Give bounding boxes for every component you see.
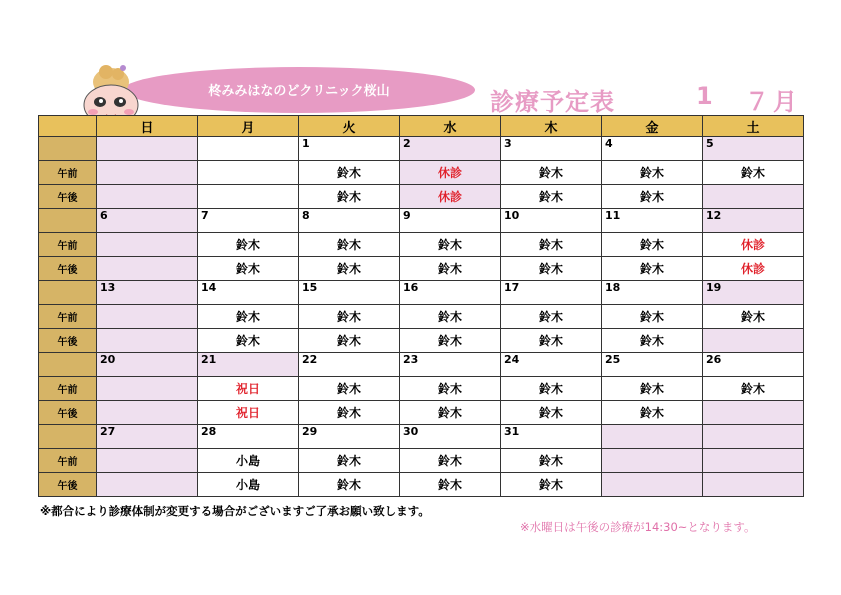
schedule-cell: 鈴木 xyxy=(501,473,602,497)
schedule-cell: 休診 xyxy=(703,233,804,257)
date-number: 22 xyxy=(299,353,400,377)
afternoon-label: 午後 xyxy=(39,329,97,353)
schedule-cell: 鈴木 xyxy=(400,449,501,473)
schedule-cell: 休診 xyxy=(400,185,501,209)
side-label-blank xyxy=(39,353,97,377)
schedule-cell xyxy=(703,185,804,209)
schedule-cell: 鈴木 xyxy=(198,233,299,257)
date-number: 9 xyxy=(400,209,501,233)
date-number: 1 xyxy=(299,137,400,161)
afternoon-row xyxy=(39,185,804,209)
morning-row xyxy=(39,161,804,185)
schedule-cell: 鈴木 xyxy=(198,257,299,281)
date-number: 31 xyxy=(501,425,602,449)
side-label-blank xyxy=(39,137,97,161)
schedule-cell: 鈴木 xyxy=(299,377,400,401)
date-number: 3 xyxy=(501,137,602,161)
weekday-header: 日 xyxy=(97,116,198,137)
schedule-table xyxy=(38,115,804,497)
date-number: 25 xyxy=(602,353,703,377)
afternoon-row xyxy=(39,329,804,353)
date-number xyxy=(602,425,703,449)
date-row xyxy=(39,353,804,377)
schedule-cell xyxy=(97,233,198,257)
schedule-cell: 鈴木 xyxy=(703,377,804,401)
schedule-cell xyxy=(703,473,804,497)
date-number: 27 xyxy=(97,425,198,449)
date-number: 30 xyxy=(400,425,501,449)
date-number: 7 xyxy=(198,209,299,233)
morning-label: 午前 xyxy=(39,377,97,401)
schedule-cell: 祝日 xyxy=(198,377,299,401)
morning-row xyxy=(39,377,804,401)
date-number: 13 xyxy=(97,281,198,305)
date-row xyxy=(39,425,804,449)
date-number: 28 xyxy=(198,425,299,449)
header xyxy=(0,0,841,115)
morning-row xyxy=(39,305,804,329)
schedule-cell: 鈴木 xyxy=(602,257,703,281)
schedule-cell: 鈴木 xyxy=(703,305,804,329)
schedule-cell xyxy=(97,401,198,425)
schedule-cell: 祝日 xyxy=(198,401,299,425)
schedule-cell: 鈴木 xyxy=(602,401,703,425)
date-number: 15 xyxy=(299,281,400,305)
schedule-cell: 鈴木 xyxy=(299,449,400,473)
schedule-cell xyxy=(97,257,198,281)
schedule-cell: 鈴木 xyxy=(703,161,804,185)
schedule-cell xyxy=(703,449,804,473)
date-number: 14 xyxy=(198,281,299,305)
weekday-header: 金 xyxy=(602,116,703,137)
schedule-cell: 鈴木 xyxy=(299,329,400,353)
date-number: 23 xyxy=(400,353,501,377)
schedule-cell xyxy=(703,329,804,353)
date-number: 6 xyxy=(97,209,198,233)
weekday-header: 水 xyxy=(400,116,501,137)
schedule-cell: 休診 xyxy=(400,161,501,185)
date-number: 2 xyxy=(400,137,501,161)
schedule-cell: 鈴木 xyxy=(602,185,703,209)
schedule-cell: 鈴木 xyxy=(198,305,299,329)
schedule-cell xyxy=(703,401,804,425)
afternoon-row xyxy=(39,401,804,425)
side-label-blank xyxy=(39,281,97,305)
date-number: 10 xyxy=(501,209,602,233)
schedule-cell: 鈴木 xyxy=(501,161,602,185)
date-number: 26 xyxy=(703,353,804,377)
schedule-cell xyxy=(97,377,198,401)
date-number xyxy=(97,137,198,161)
wednesday-note: ※水曜日は午後の診療が14:30~となります。 xyxy=(520,520,756,534)
schedule-cell: 鈴木 xyxy=(299,257,400,281)
afternoon-label: 午後 xyxy=(39,401,97,425)
weekday-header: 火 xyxy=(299,116,400,137)
schedule-cell: 鈴木 xyxy=(400,401,501,425)
schedule-cell: 小島 xyxy=(198,449,299,473)
schedule-cell xyxy=(97,161,198,185)
clinic-name: 柊みみはなのどクリニック桜山 xyxy=(208,83,390,99)
afternoon-row xyxy=(39,473,804,497)
schedule-cell: 鈴木 xyxy=(299,305,400,329)
schedule-cell xyxy=(97,305,198,329)
schedule-cell xyxy=(97,185,198,209)
schedule-cell: 小島 xyxy=(198,473,299,497)
schedule-change-note: ※都合により診療体制が変更する場合がございますご了承お願い致します。 xyxy=(40,504,430,518)
weekday-header: 木 xyxy=(501,116,602,137)
schedule-cell xyxy=(602,449,703,473)
afternoon-row xyxy=(39,257,804,281)
clinic-name-banner xyxy=(123,67,475,113)
side-label-blank xyxy=(39,209,97,233)
afternoon-label: 午後 xyxy=(39,185,97,209)
weekday-header: 月 xyxy=(198,116,299,137)
schedule-cell: 休診 xyxy=(703,257,804,281)
afternoon-label: 午後 xyxy=(39,473,97,497)
morning-label: 午前 xyxy=(39,305,97,329)
schedule-cell: 鈴木 xyxy=(299,401,400,425)
schedule-cell: 鈴木 xyxy=(299,233,400,257)
afternoon-label: 午後 xyxy=(39,257,97,281)
morning-label: 午前 xyxy=(39,233,97,257)
morning-row xyxy=(39,449,804,473)
date-number: 16 xyxy=(400,281,501,305)
month-label: ７月 xyxy=(745,88,801,116)
side-label-blank xyxy=(39,425,97,449)
schedule-cell: 鈴木 xyxy=(602,329,703,353)
weekday-header-row xyxy=(39,116,804,137)
morning-label: 午前 xyxy=(39,449,97,473)
date-number: 20 xyxy=(97,353,198,377)
schedule-cell: 鈴木 xyxy=(198,329,299,353)
schedule-cell: 鈴木 xyxy=(602,377,703,401)
date-number: 8 xyxy=(299,209,400,233)
schedule-cell xyxy=(198,185,299,209)
schedule-cell: 鈴木 xyxy=(501,329,602,353)
schedule-cell: 鈴木 xyxy=(501,185,602,209)
schedule-cell: 鈴木 xyxy=(501,401,602,425)
date-number: 11 xyxy=(602,209,703,233)
schedule-cell: 鈴木 xyxy=(400,329,501,353)
date-number: 5 xyxy=(703,137,804,161)
date-number: 24 xyxy=(501,353,602,377)
schedule-cell: 鈴木 xyxy=(400,305,501,329)
schedule-cell: 鈴木 xyxy=(501,233,602,257)
schedule-cell: 鈴木 xyxy=(501,305,602,329)
schedule-cell: 鈴木 xyxy=(501,449,602,473)
month-number: 1 xyxy=(696,82,713,110)
date-number: 21 xyxy=(198,353,299,377)
date-number: 19 xyxy=(703,281,804,305)
date-row xyxy=(39,137,804,161)
schedule-cell: 鈴木 xyxy=(400,377,501,401)
schedule-cell xyxy=(602,473,703,497)
date-row xyxy=(39,209,804,233)
schedule-cell: 鈴木 xyxy=(501,257,602,281)
schedule-cell: 鈴木 xyxy=(299,185,400,209)
schedule-cell: 鈴木 xyxy=(602,305,703,329)
date-number: 29 xyxy=(299,425,400,449)
schedule-cell xyxy=(97,329,198,353)
schedule-cell: 鈴木 xyxy=(299,161,400,185)
date-row xyxy=(39,281,804,305)
date-number: 17 xyxy=(501,281,602,305)
corner-cell xyxy=(39,116,97,137)
schedule-cell xyxy=(97,473,198,497)
date-number xyxy=(198,137,299,161)
date-number: 18 xyxy=(602,281,703,305)
schedule-cell: 鈴木 xyxy=(400,233,501,257)
schedule-cell: 鈴木 xyxy=(299,473,400,497)
schedule-cell xyxy=(198,161,299,185)
schedule-cell: 鈴木 xyxy=(602,161,703,185)
date-number: 12 xyxy=(703,209,804,233)
date-number xyxy=(703,425,804,449)
schedule-cell: 鈴木 xyxy=(400,257,501,281)
page-title: 診療予定表 xyxy=(490,88,615,116)
date-number: 4 xyxy=(602,137,703,161)
schedule-cell: 鈴木 xyxy=(400,473,501,497)
morning-row xyxy=(39,233,804,257)
schedule-cell: 鈴木 xyxy=(501,377,602,401)
schedule-cell: 鈴木 xyxy=(602,233,703,257)
schedule-cell xyxy=(97,449,198,473)
morning-label: 午前 xyxy=(39,161,97,185)
weekday-header: 土 xyxy=(703,116,804,137)
